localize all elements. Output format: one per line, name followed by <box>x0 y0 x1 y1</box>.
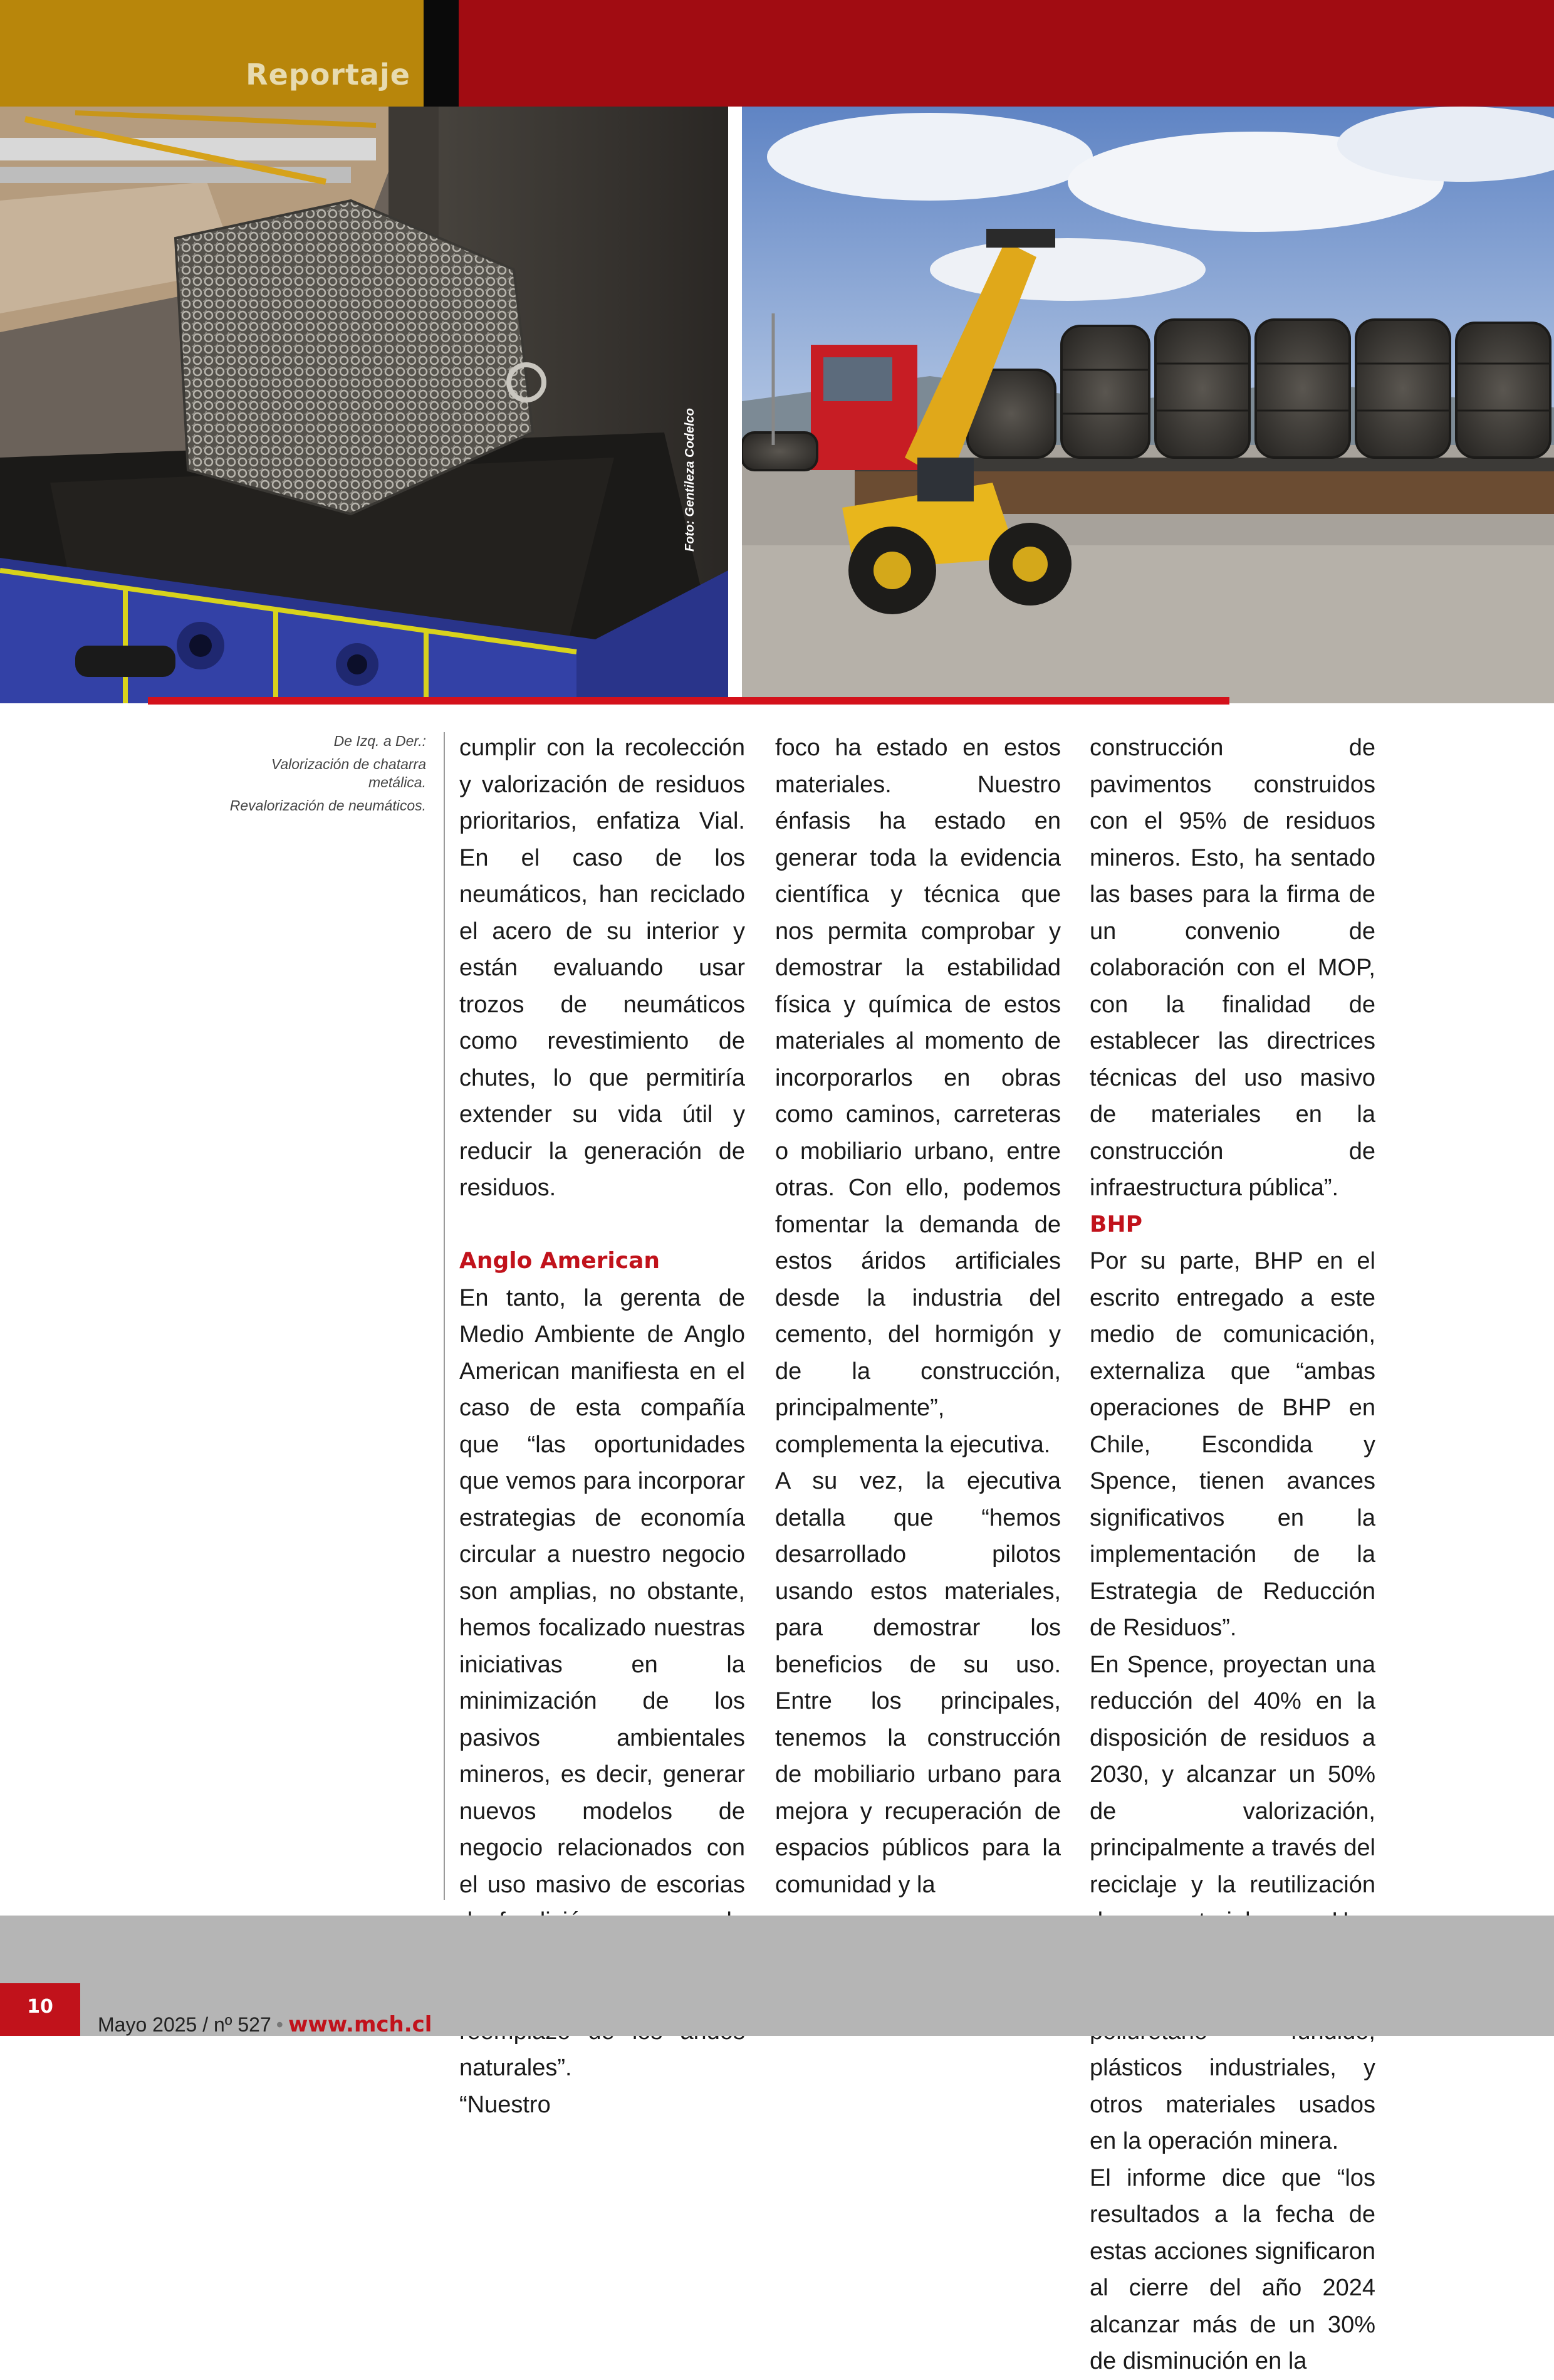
footer-issue-line <box>98 2012 432 2037</box>
accent-red-bar <box>148 697 1229 705</box>
article-paragraph: “Nuestro <box>459 2091 551 2118</box>
caption-divider <box>444 732 445 1900</box>
photo-credit: Foto: Gentileza Codelco <box>683 408 697 552</box>
subheading-anglo-american: Anglo American <box>459 1248 660 1274</box>
website-link[interactable]: www.mch.cl <box>288 2012 432 2037</box>
paragraph-spacer <box>459 1207 745 1244</box>
header-black-strip <box>424 0 459 107</box>
article-paragraph: En Spence, proyectan una reducción del 40% en la disposición de residuos a 2030, y alcanzar un 50% de valorización, principalmente a través del reciclaje y la reutilización plásticos industriales, y otros materiales usados en la operación minera. <box>1090 1651 1375 2154</box>
photo-caption <box>226 732 426 820</box>
article-paragraph: En tanto, la gerenta de Medio Ambiente de Anglo American manifiesta en el caso de esta compañía que “las oportunidades que vemos para incorporar estrategias de economía circular a nuestro negocio son amplias, no obstante, hemos focalizado nuestras iniciativas en la minimización de los pasivos ambientales mineros, es decir, generar nuevos modelos de negocio relacionados con el uso masivo de escorias naturales”. <box>459 1284 745 2081</box>
header-red-band <box>459 0 1554 107</box>
article-paragraph: cumplir con la recolección y valorización de residuos prioritarios, enfatiza Vial. En el caso de los neumáticos, han reciclado el acero de su interior y están evaluando usar trozos de neumáticos como revestimiento de chutes, lo que permitiría extender su vida útil y reducir la generación de residuos. <box>459 735 745 1201</box>
caption-line-1: Valorización de chatarra metálica. <box>271 756 426 790</box>
issue-info: Mayo 2025 / nº 527 <box>98 2013 271 2036</box>
caption-intro: De Izq. a Der.: <box>333 733 426 749</box>
article-paragraph: A su vez, la ejecutiva detalla que “hemos desarrollado pilotos usando estos materiales, para demostrar los beneficios de su uso. Entre los principales, tenemos la construcción de mobiliario urbano para mejora y recuperación de espacios públicos para la comunidad y la <box>775 1468 1061 1898</box>
article-column-3 <box>1090 730 1375 2380</box>
photo-metal-scrap <box>0 107 728 703</box>
article-paragraph: construcción de pavimentos construidos con el 95% de residuos mineros. Esto, ha sentado las bases para la firma de un convenio de colaboración con el MOP, con la finalidad de establecer las directrices técnicas del uso masivo de materiales en la construcción de infraestructura pública”. <box>1090 735 1375 1201</box>
subheading-bhp: BHP <box>1090 1211 1142 1237</box>
article-paragraph: Por su parte, BHP en el escrito entregado a este medio de comunicación, externaliza que “ambas operaciones de BHP en Chile, Escondida y Spence, tienen avances significativos en la implementación de la Estrategia de Reducción de Residuos”. <box>1090 1248 1375 1641</box>
bullet-separator: • <box>276 2013 283 2036</box>
photo-tires-illustration <box>742 107 1554 703</box>
photo-gutter <box>728 107 742 703</box>
caption-line-2: Revalorización de neumáticos. <box>229 797 426 814</box>
section-label: Reportaje <box>246 58 410 92</box>
article-column-1 <box>459 730 745 2123</box>
article-paragraph: foco ha estado en estos materiales. Nuestro énfasis ha estado en generar toda la evidencia científica y técnica que nos permita comprobar y demostrar la estabilidad física y química de estos materiales al momento de incorporarlos en obras como caminos, carreteras o mobiliario urbano, entre otras. Con ello, podemos fomentar la demanda de estos áridos artificiales desde la industria del cemento, del hormigón y de la construcción, principalmente”, complementa la ejecutiva. <box>775 735 1061 1458</box>
photo-tires <box>742 107 1554 703</box>
page-number: 10 <box>27 1996 53 2018</box>
article-column-2 <box>775 730 1061 1903</box>
photo-metal-scrap-illustration <box>0 107 728 703</box>
article-paragraph: El informe dice que “los resultados a la fecha de estas acciones significaron al cierre del año 2024 alcanzar más de un 30% de disminución en la <box>1090 2164 1375 2374</box>
